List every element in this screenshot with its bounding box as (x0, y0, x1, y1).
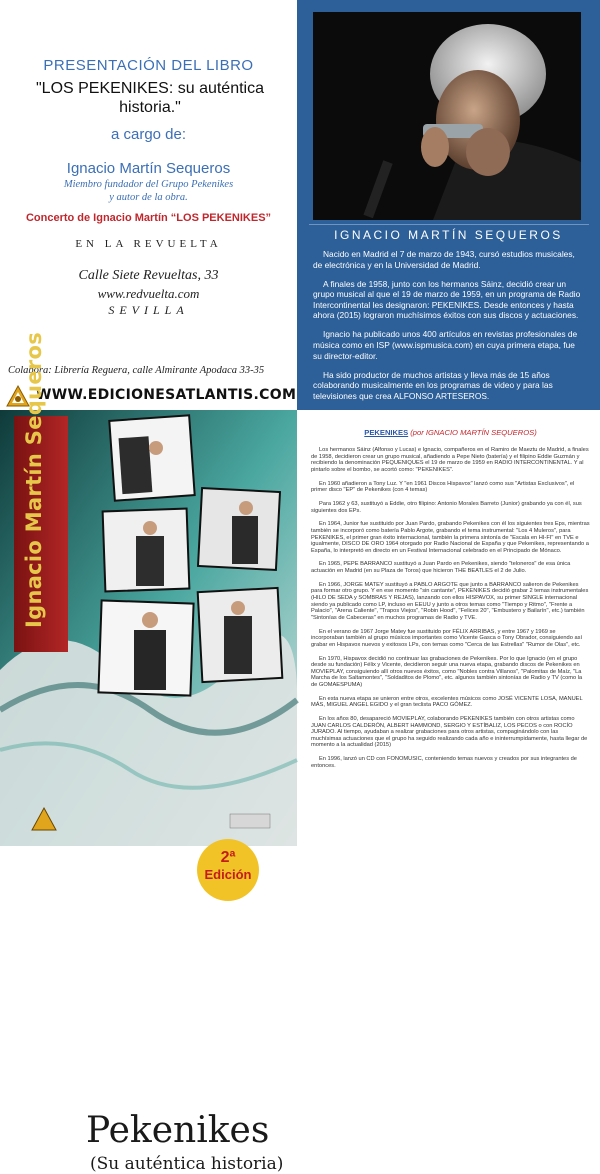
history-paragraph: En 1970, Hispavox decidió no continuar las grabaciones de Pekenikes. Por lo que Ignacio (en el grupo desde su fundación) Félix y Vicente, decidieron seguir una nueva etapa, grabando discos de Pekenikes en MOVIEPLAY, consiguiendo allí otros nuevos éxitos, como "Nobles contra Villanos", "Palomitas de Maíz, "La Marcha de los Saltamontes", "Soldaditos de Plomo", etc. algunos también sintonías de Radio y TV (como la de GOMAESPUMA) (311, 655, 583, 688)
history-paragraph: En 1964, Junior fue sustituido por Juan Pardo, grabando Pekenikes con él los siguientes tres Eps, mientras también se incorporó como batería Pablo Argote, grabando el tema instrumental: "Los 4 Muleros", para PEKENIKES, el primer gran éxito internacional, también la primera sintonía de "Escala en HI-FI" en TVE e igualmente, DISCO DE ORO 1964 otorgado por Radio Nacional de España y que Pekenikes, representando a España, lo interpretó en directo en un Festival Internacional celebrado en el Principado de Mónaco. (311, 521, 590, 554)
history-paragraph: En los años 80, desapareció MOVIEPLAY, colaborando PEKENIKES también con otros artistas como JUAN CARLOS CALDERÓN, ALBERT HAMMOND, SERGIO Y ESTÍBALIZ, LOS PECOS o con ROCÍO JURADO. Al tiempo, ayudaban a realizar grabaciones para otros artistas, compaginándolo con las muchísimas actuaciones que el grupo ha seguido realizando cada año e ininterrumpidamente, hasta llegar de momento a la actualidad (2015) (311, 716, 588, 749)
bio-paragraph: A finales de 1958, junto con los hermanos Sáinz, decidió crear un grupo musical al que el 19 de marzo de 1959, en un programa de Radio Intercontinental les designaron: PEKENIKES. Desde entonces y hasta ahora (2015) lograron muchísimos éxitos con sus discos y actuaciones. (313, 278, 581, 321)
edition-number: 2ª (220, 849, 236, 866)
presenter-role-line-1: Miembro fundador del Grupo Pekenikes (63, 179, 234, 190)
bio-panel (297, 0, 600, 431)
bio-paragraph: Ignacio ha publicado unos 400 artículos en revistas profesionales de música como en ISP (www.ispmusica.com) en cuya primera etapa, fue su director-editor. (313, 329, 578, 361)
concert-title: Concerto de Ignacio Martín “LOS PEKENIKES” (25, 212, 272, 224)
history-paragraph: En el verano de 1967 Jorge Matey fue sustituido por FÉLIX ARRIBAS, y entre 1967 y 1969 se incorporaban también al grupo músicos importantes como Vicente Gasca o Tony Obrador, consiguiendo así grabar en Hispavox nuevos y exitosos LPs, con temas como "Cerca de las Estrellas" "Rumor de Olas", etc. (311, 628, 583, 648)
history-title (311, 428, 590, 437)
presenter-role (0, 178, 297, 204)
history-paragraph: En 1996, lanzó un CD con FONOMUSIC, conteniendo temas nuevos y creados por sus integrantes de entonces. (311, 756, 577, 769)
history-byline: (por IGNACIO MARTÍN SEQUEROS) (410, 428, 537, 437)
bio-paragraph: Ha sido productor de muchos artistas y lleva más de 15 años colaborando musicalmente en los programas de video y para las televisiones que crea ALFONSO ARTESEROS. (313, 369, 553, 401)
history-paragraph: Los hermanos Sáinz (Alfonso y Lucas) e Ignacio, compañeros en el Ramiro de Maeztu de Madrid, a finales de 1958, decidieron crear un grupo musical, añadiendo a Pepe Nieto (batería) y el filipino Eddie Guzmán y recibiendo la denominación PEQUENIQUES el 19 de marzo de 1959 en RADIO INTERCONTINENTAL. Y al pintarlo sobre el bombo, se acortó como: "PEKENIKES". (311, 447, 589, 473)
author-photo-illustration (313, 12, 581, 220)
a-cargo-label: a cargo de: (110, 126, 187, 143)
venue-street: Calle Siete Revueltas, 33 (78, 268, 219, 283)
cover-author-spine: Ignacio Martín Sequeros (22, 331, 46, 628)
history-heading: PEKENIKES (364, 428, 409, 437)
edition-badge (197, 839, 259, 901)
venue-web-link[interactable]: www.redvuelta.com (97, 286, 200, 301)
venue-city: SEVILLA (108, 303, 189, 317)
history-paragraph: En 1965, PEPE BARRANCO sustituyó a Juan Pardo en Pekenikes, siendo "teloneros" de esa única actuación en Madrid (en su Plaza de Toros) que hicieron THE BEATLES el 2 de Julio. (311, 561, 571, 575)
bio-paragraph: Nacido en Madrid el 7 de marzo de 1943, cursó estudios musicales, de electrónica y en la Universidad de Madrid. (313, 249, 575, 270)
history-paragraph: En esta nueva etapa se unieron entre otros, excelentes músicos como JOSÉ VICENTE LOSA, MANUEL MÁS, MIGUEL ANGEL EGIDO y el gran teclista PACO GÓMEZ. (311, 695, 583, 709)
bio-paragraph: Actualmente es tambien el gerente de una tienda sita en la calle Juan Bravo de Madrid. (313, 409, 582, 431)
author-photo (313, 12, 581, 220)
history-paragraph: En 1966, JORGE MATEY sustituyó a PABLO ARGOTE que junto a BARRANCO salieron de Pekenikes para formar otro grupo. Y en ese momento "sin cantante", PEKENIKES decidió grabar 2 temas instrumentales (HILO DE SEDA y SOMBRAS Y REJAS), lanzando con ellos HISPAVOX, su primer SINGLE internacional siendo ya publicado como LP, incluso en EEUU y junto a otros temas como "Tiempo y Ritmo", "Frente a Palacio", "Arena Caliente", "Trapos Viejos", "Robin Hood", "Felices 20", "Embustero y Bailarín", etc.) también "Sintonías de Cabeceras" en muchos programas de Radio y TVE. (311, 581, 589, 621)
edition-label: Edición (204, 867, 252, 882)
venue-label: EN LA REVUELTA (75, 238, 222, 250)
bio-name: IGNACIO MARTÍN SEQUEROS (334, 228, 563, 242)
history-paragraph: Para 1962 y 63, sustituyó a Eddie, otro filipino: Antonio Morales Barreto (Junior) grabando ya con él, sus siguientes dos EPs. (311, 500, 582, 514)
name-divider (309, 224, 589, 225)
book-title: "LOS PEKENIKES: su auténtica historia." (35, 80, 264, 116)
cover-title: Pekenikes (86, 1110, 270, 1151)
history-article (297, 410, 600, 846)
sponsor-note: Colabora: Librería Reguera, calle Almirante Apodaca 33-35 (8, 365, 265, 376)
presentation-heading: PRESENTACIÓN DEL LIBRO (43, 57, 254, 74)
presenter-role-line-2: y autor de la obra. (109, 192, 188, 203)
history-paragraph: En 1960 añadieron a Tony Luz. Y "en 1961 Discos Hispavox" lanzó como sus "Artistas Exclusivos", el primer disco "EP" de Pekenikes (con 4 temas) (311, 480, 575, 494)
publisher-web-link[interactable]: WWW.EDICIONESATLANTIS.COM (36, 387, 297, 403)
presenter-name: Ignacio Martín Sequeros (66, 160, 231, 177)
cover-subtitle: (Su auténtica historia) (90, 1154, 284, 1174)
